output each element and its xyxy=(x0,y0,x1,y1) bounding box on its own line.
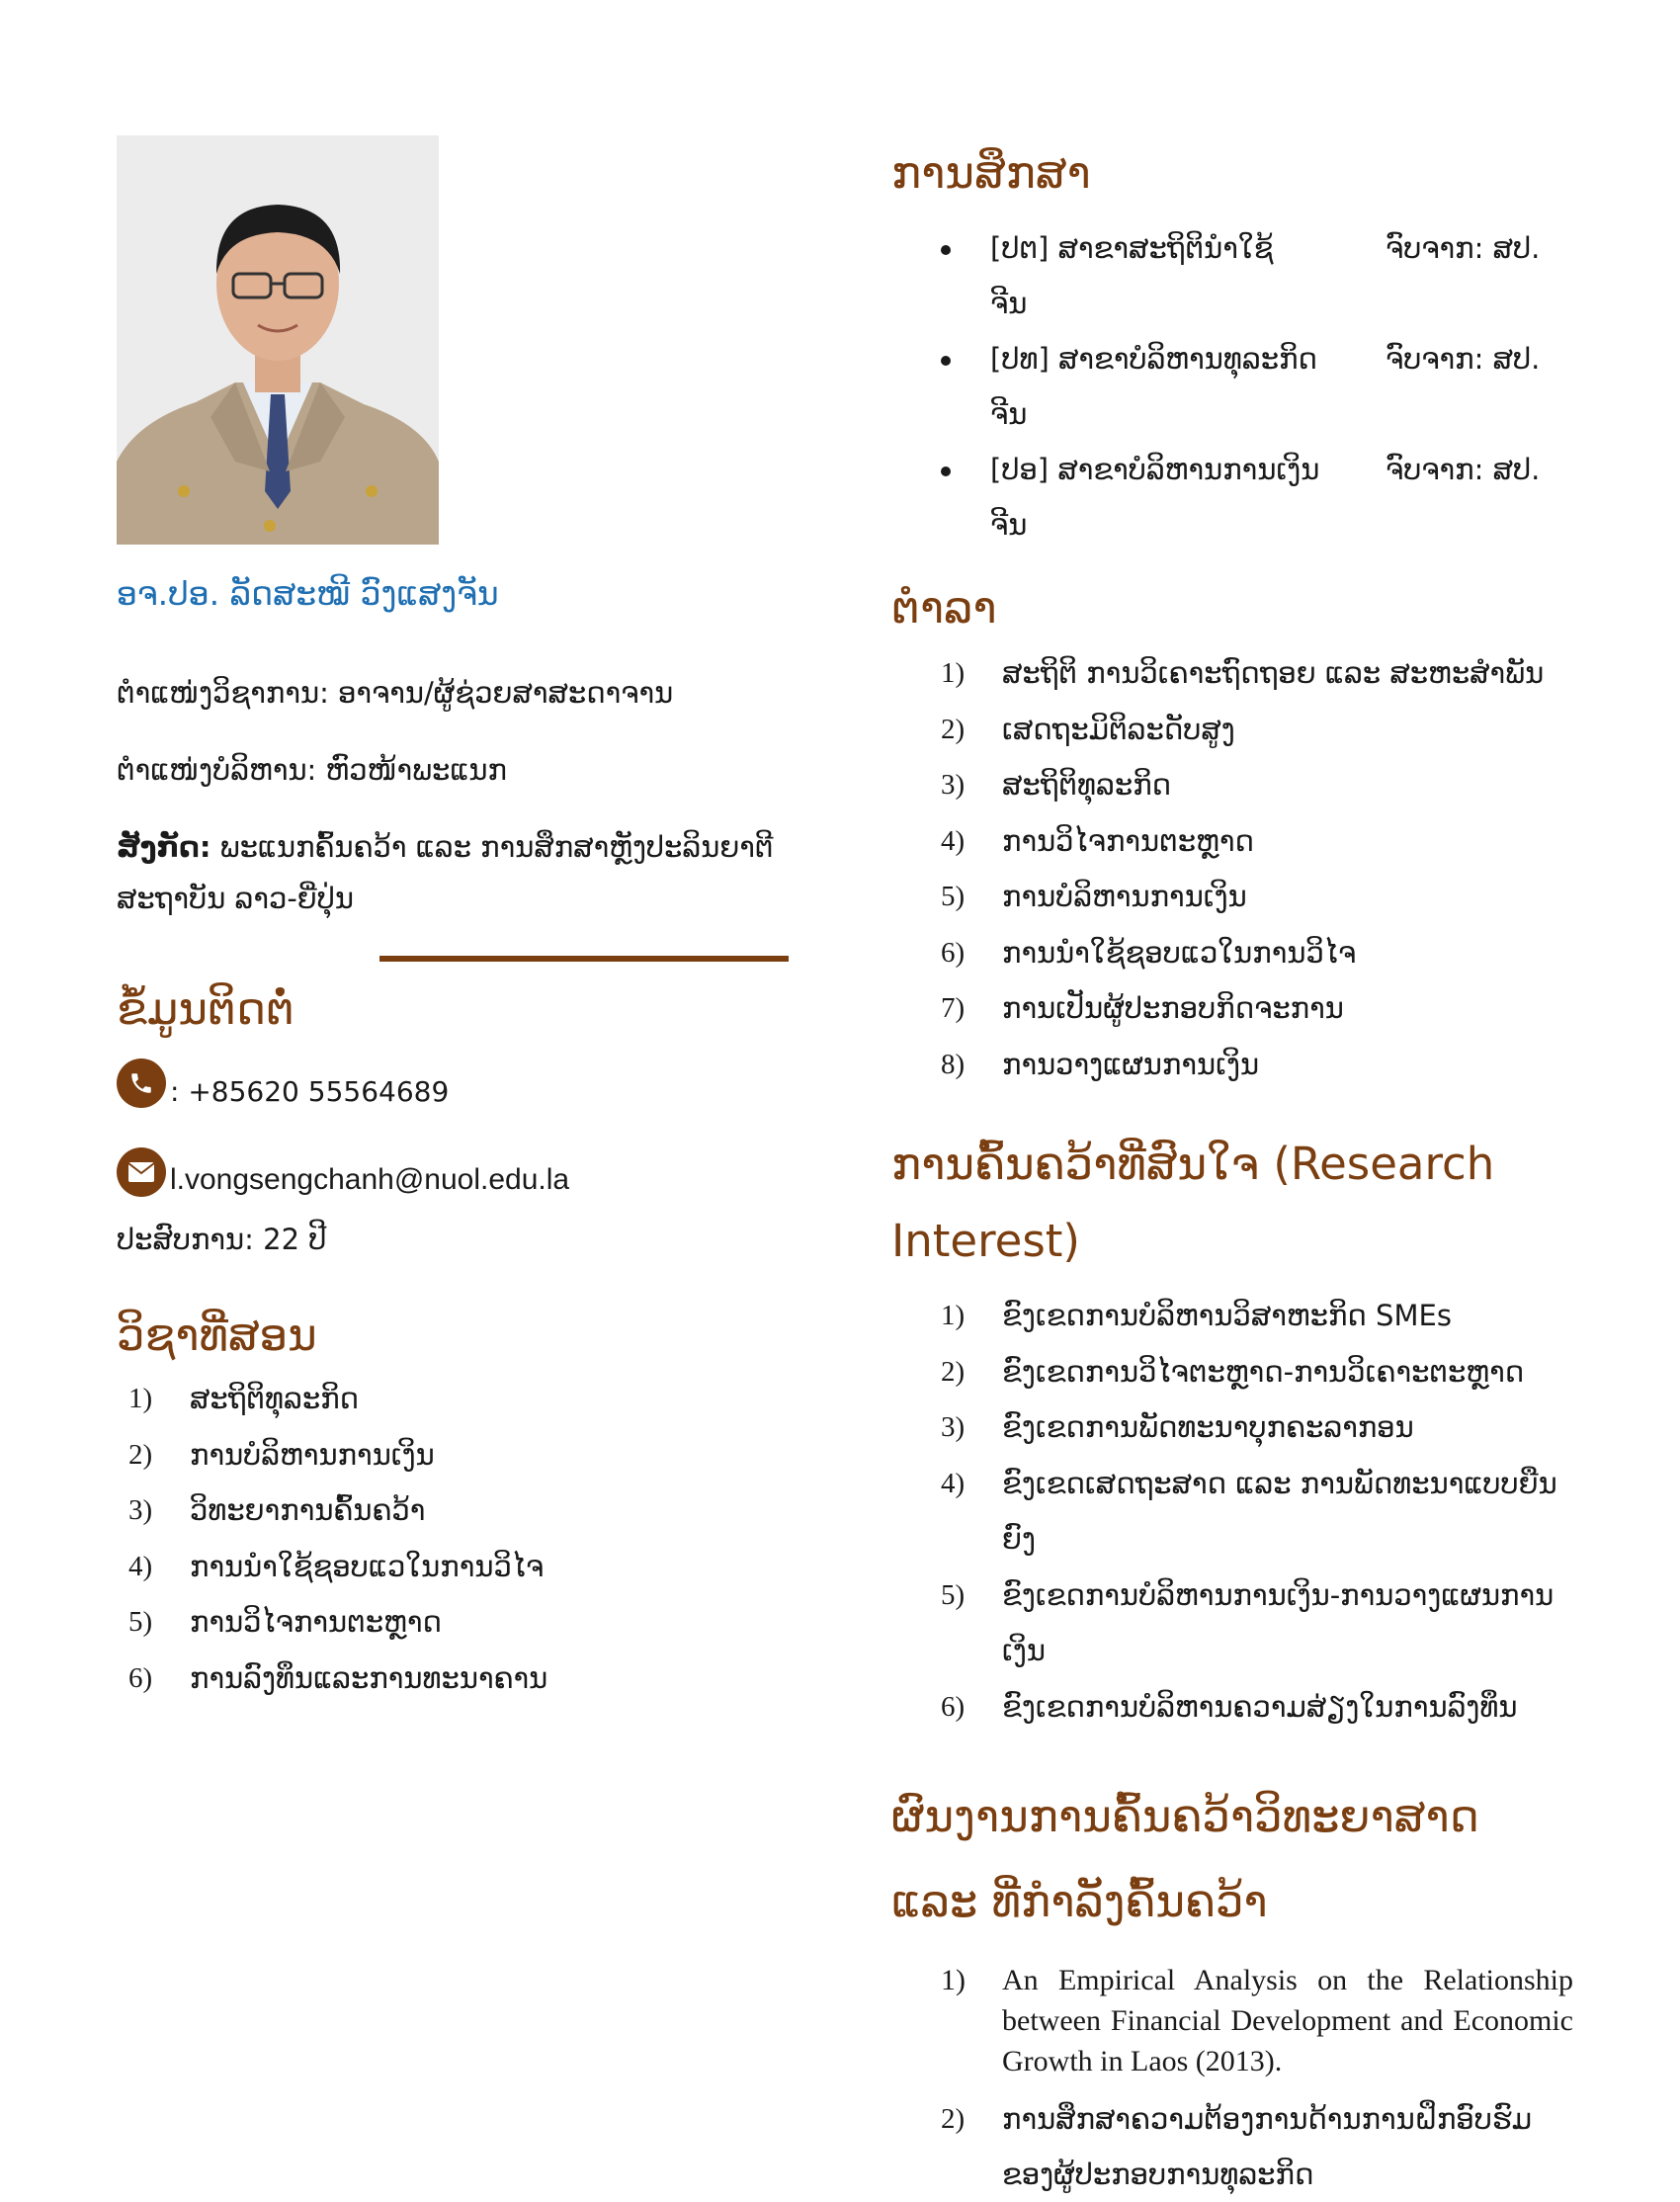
textbooks-list xyxy=(891,645,1573,1092)
phone-number: : +85620 55564689 xyxy=(170,1075,450,1108)
list-item: 5) ການບໍລິຫານການເງິນ xyxy=(941,880,1247,913)
person-name: ອຈ.ປອ. ລັດສະໝີ ວົງແສງຈັນ xyxy=(117,574,499,613)
list-item: 4) ຂົງເຂດເສດຖະສາດ ແລະ ການພັດທະນາແບບຍືນຍົງ xyxy=(941,1466,1557,1556)
profile-photo xyxy=(117,135,439,545)
research-works-list xyxy=(891,1960,1573,2202)
email-address[interactable]: l.vongsengchanh@nuol.edu.la xyxy=(170,1163,570,1196)
education-item: [ປຕ] ສາຂາສະຖິຕິນຳໃຊ້ ຈົບຈາກ: ສປ. ຈີນ xyxy=(891,220,1573,331)
teaching-list xyxy=(117,1371,798,1706)
list-item: 1) An Empirical Analysis on the Relationship between Financial Development and Economic Growth in Laos (2013). xyxy=(941,1964,1573,2077)
list-item: 7) ການເປັນຜູ້ປະກອບກິດຈະການ xyxy=(941,991,1344,1025)
list-item: 6) ການລົງທຶນແລະການທະນາຄານ xyxy=(128,1660,548,1695)
research-interest-heading-lao: ການຄົ້ນຄວ້າທີ່ສົນໃຈ xyxy=(891,1138,1259,1190)
affiliation xyxy=(117,821,798,924)
list-item: 6) ການນຳໃຊ້ຊອບແວໃນການວິໄຈ xyxy=(941,935,1357,970)
academic-position-label: ຕຳແໜ່ງວິຊາການ: xyxy=(117,676,329,710)
textbooks-heading: ຕຳລາ xyxy=(891,581,997,634)
list-item: 2) ຂົງເຂດການວິໄຈຕະຫຼາດ-ການວິເຄາະຕະຫຼາດ xyxy=(941,1354,1525,1389)
list-item: 1) ຂົງເຂດການບໍລິຫານວິສາຫະກິດ SMEs xyxy=(941,1299,1452,1332)
left-column xyxy=(117,135,798,1706)
divider-row xyxy=(117,950,798,979)
teaching-heading: ວິຊາທີ່ສອນ xyxy=(117,1309,317,1361)
list-item: 2) ເສດຖະມິຕິລະດັບສູງ xyxy=(941,712,1235,746)
list-item: 3) ວິທະຍາການຄົ້ນຄວ້າ xyxy=(128,1493,426,1527)
admin-position xyxy=(117,744,798,796)
list-item: 3) ສະຖິຕິທຸລະກິດ xyxy=(941,768,1172,802)
phone-icon xyxy=(117,1059,166,1108)
profile-info xyxy=(117,667,798,924)
email-row xyxy=(117,1147,798,1197)
academic-position xyxy=(117,667,798,719)
education-heading: ການສຶກສາ xyxy=(891,146,1091,199)
list-item: 2) ການສຶກສາຄວາມຕ້ອງການດ້ານການຝຶກອົບຮົມຂອງຜູ້ປະກອບການທຸລະກິດ xyxy=(941,2102,1533,2191)
admin-position-label: ຕຳແໜ່ງບໍລິຫານ: xyxy=(117,753,317,787)
admin-position-value: ຫົວໜ້າພະແນກ xyxy=(325,753,507,787)
list-item: 1) ສະຖິຕິທຸລະກິດ xyxy=(128,1382,360,1415)
affiliation-value: ພະແນກຄົ້ນຄວ້າ ແລະ ການສຶກສາຫຼັງປະລິນຍາຕີ ສະຖາບັນ ລາວ-ຍີ່ປຸ່ນ xyxy=(117,830,774,915)
education-list xyxy=(891,220,1573,552)
section-divider xyxy=(379,956,789,962)
research-interest-heading xyxy=(891,1126,1573,1280)
contact-heading: ຂໍ້ມູນຕິດຕໍ່ xyxy=(117,982,294,1035)
education-item: [ປທ] ສາຂາບໍລິຫານທຸລະກິດ ຈົບຈາກ: ສປ. ຈີນ xyxy=(891,331,1573,442)
affiliation-label: ສັງກັດ: xyxy=(117,830,211,864)
research-interest-heading-latin: (Research Interest) xyxy=(891,1138,1495,1267)
list-item: 3) ຂົງເຂດການພັດທະນາບຸກຄະລາກອນ xyxy=(941,1410,1414,1444)
phone-row xyxy=(117,1059,798,1108)
list-item: 8) ການວາງແຜນການເງິນ xyxy=(941,1047,1260,1081)
list-item: 5) ຂົງເຂດການບໍລິຫານການເງິນ-ການວາງແຜນການເງິນ xyxy=(941,1577,1554,1667)
academic-position-value: ອາຈານ/ຜູ້ຊ່ວຍສາສະດາຈານ xyxy=(338,676,674,710)
education-item: [ປອ] ສາຂາບໍລິຫານການເງິນ ຈົບຈາກ: ສປ. ຈີນ xyxy=(891,442,1573,552)
list-item: 6) ຂົງເຂດການບໍລິຫານຄວາມສ່ຽງໃນການລົງທຶນ xyxy=(941,1689,1518,1724)
list-item: 2) ການບໍລິຫານການເງິນ xyxy=(128,1437,435,1472)
list-item: 4) ການນຳໃຊ້ຊອບແວໃນການວິໄຈ xyxy=(128,1549,545,1583)
envelope-icon xyxy=(117,1147,166,1197)
list-item: 4) ການວິໄຈການຕະຫຼາດ xyxy=(941,823,1254,858)
research-works-heading: ຜົນງານການຄົ້ນຄວ້າວິທະຍາສາດ ແລະ ທີ່ກຳລັງຄົ້ນຄວ້າ xyxy=(891,1790,1479,1927)
list-item: 5) ການວິໄຈການຕະຫຼາດ xyxy=(128,1605,442,1639)
list-item: 1) ສະຖິຕິ ການວິເຄາະຖົດຖອຍ ແລະ ສະຫະສຳພັນ xyxy=(941,656,1545,690)
experience: ປະສົບການ: 22 ປີ xyxy=(117,1223,327,1256)
research-interest-list xyxy=(891,1288,1573,1735)
right-column xyxy=(891,143,1573,2202)
